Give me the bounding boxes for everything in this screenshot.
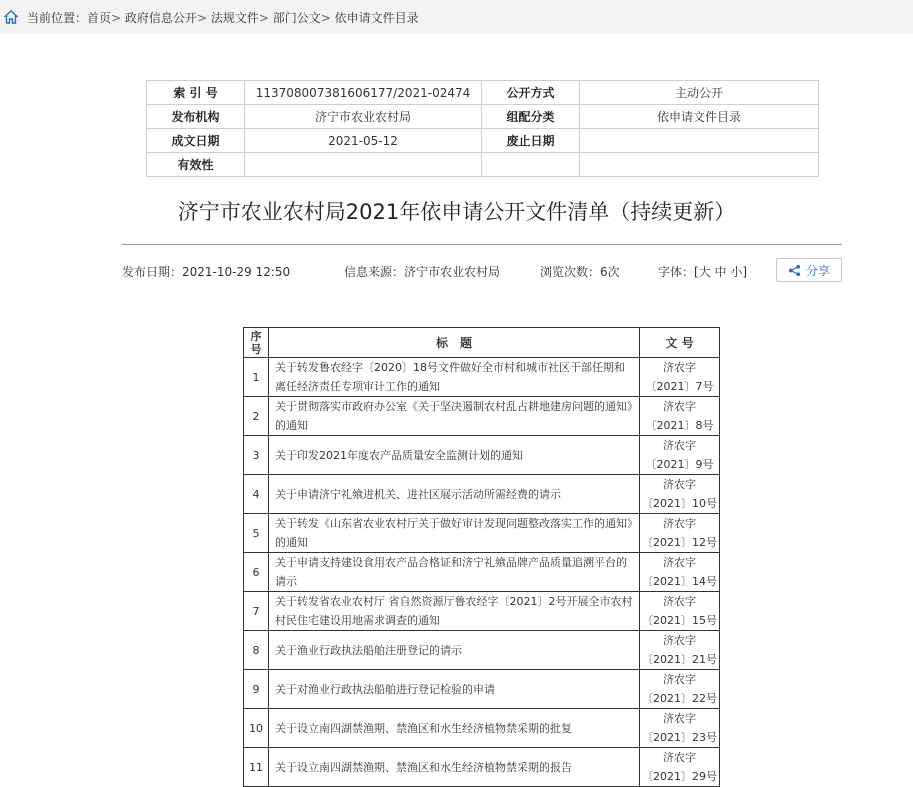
row-title[interactable]: 关于印发2021年度农产品质量安全监测计划的通知	[269, 436, 640, 475]
row-number: 11	[244, 748, 269, 787]
expire-value	[580, 129, 819, 153]
row-doc-number: 济农字 〔2021〕14号	[640, 553, 720, 592]
row-doc-number: 济农字 〔2021〕12号	[640, 514, 720, 553]
row-title[interactable]: 关于设立南四湖禁渔期、禁渔区和水生经济植物禁采期的报告	[269, 748, 640, 787]
table-row	[244, 397, 720, 436]
row-number: 2	[244, 397, 269, 436]
row-title[interactable]: 关于对渔业行政执法船舶进行登记检验的申请	[269, 670, 640, 709]
row-number: 9	[244, 670, 269, 709]
row-title[interactable]: 关于转发省农业农村厅 省自然资源厅鲁农经字〔2021〕2号开展全市农村村民住宅建设用地需求调查的通知	[269, 592, 640, 631]
page-title: 济宁市农业农村局2021年依申请公开文件清单（持续更新）	[177, 200, 736, 224]
publisher-label: 发布机构	[147, 105, 245, 129]
expire-label: 废止日期	[482, 129, 580, 153]
font-medium-link[interactable]: 中	[714, 265, 727, 279]
row-doc-number: 济农字 〔2021〕9号	[640, 436, 720, 475]
row-title[interactable]: 关于转发《山东省农业农村厅关于做好审计发现问题整改落实工作的通知》的通知	[269, 514, 640, 553]
method-value: 主动公开	[580, 81, 819, 105]
breadcrumb-regulations[interactable]: 法规文件	[210, 10, 259, 25]
row-number: 3	[244, 436, 269, 475]
breadcrumb-home[interactable]: 首页	[87, 10, 112, 25]
font-size-close: ]	[742, 265, 748, 279]
category-value: 依申请文件目录	[580, 105, 819, 129]
title-divider	[122, 244, 842, 245]
index-value: 113708007381606177/2021-02474	[245, 81, 482, 105]
row-number: 10	[244, 709, 269, 748]
row-doc-number: 济农字 〔2021〕23号	[640, 709, 720, 748]
row-number: 5	[244, 514, 269, 553]
table-row	[244, 514, 720, 553]
table-row	[244, 358, 720, 397]
font-large-link[interactable]: 大	[698, 265, 711, 279]
row-title[interactable]: 关于申请济宁礼飨进机关、进社区展示活动所需经费的请示	[269, 475, 640, 514]
row-number: 1	[244, 358, 269, 397]
font-size-switcher	[658, 263, 747, 280]
share-icon	[788, 264, 801, 277]
created-label: 成文日期	[147, 129, 245, 153]
validity-label: 有效性	[147, 153, 245, 177]
breadcrumb: 当前位置：首页> 政府信息公开> 法规文件> 部门公文> 依申请文件目录	[27, 10, 419, 25]
document-meta-table	[146, 80, 819, 177]
header-seq: 序 号	[244, 328, 269, 358]
table-row	[244, 475, 720, 514]
category-label: 组配分类	[482, 105, 580, 129]
document-list-table	[243, 327, 720, 787]
index-label: 索 引 号	[147, 81, 245, 105]
row-number: 8	[244, 631, 269, 670]
home-icon[interactable]	[3, 9, 19, 25]
row-title[interactable]: 关于申请支持建设食用农产品合格证和济宁礼飨品牌产品质量追溯平台的请示	[269, 553, 640, 592]
breadcrumb-dept-docs[interactable]: 部门公文	[272, 10, 321, 25]
created-value: 2021-05-12	[245, 129, 482, 153]
row-doc-number: 济农字 〔2021〕8号	[640, 397, 720, 436]
publisher-value: 济宁市农业农村局	[245, 105, 482, 129]
validity-value	[245, 153, 482, 177]
row-doc-number: 济农字 〔2021〕22号	[640, 670, 720, 709]
font-size-label: 字体：[	[658, 265, 699, 279]
row-doc-number: 济农字 〔2021〕15号	[640, 592, 720, 631]
row-title[interactable]: 关于渔业行政执法船舶注册登记的请示	[269, 631, 640, 670]
row-doc-number: 济农字 〔2021〕29号	[640, 748, 720, 787]
breadcrumb-gov-info[interactable]: 政府信息公开	[124, 10, 197, 25]
publish-date: 发布日期：2021-10-29 12:50	[122, 265, 291, 279]
row-title[interactable]: 关于贯彻落实市政府办公室《关于坚决遏制农村乱占耕地建房问题的通知》的通知	[269, 397, 640, 436]
table-row	[244, 670, 720, 709]
info-source: 信息来源：济宁市农业农村局	[344, 265, 501, 279]
table-row	[244, 436, 720, 475]
table-row	[244, 553, 720, 592]
header-title: 标 题	[269, 328, 640, 358]
meta-empty-label	[482, 153, 580, 177]
table-row	[244, 709, 720, 748]
breadcrumb-current[interactable]: 依申请文件目录	[334, 10, 419, 25]
view-count: 浏览次数：6次	[540, 265, 620, 279]
list-header-row	[244, 328, 720, 358]
method-label: 公开方式	[482, 81, 580, 105]
row-number: 6	[244, 553, 269, 592]
table-row	[244, 748, 720, 787]
row-doc-number: 济农字 〔2021〕7号	[640, 358, 720, 397]
row-number: 4	[244, 475, 269, 514]
row-doc-number: 济农字 〔2021〕21号	[640, 631, 720, 670]
table-row	[244, 592, 720, 631]
share-button[interactable]	[776, 258, 842, 282]
row-doc-number: 济农字 〔2021〕10号	[640, 475, 720, 514]
breadcrumb-prefix: 当前位置：	[27, 10, 88, 25]
font-small-link[interactable]: 小	[730, 265, 743, 279]
table-row	[244, 631, 720, 670]
meta-empty-value	[580, 153, 819, 177]
row-title[interactable]: 关于转发鲁农经字〔2020〕18号文件做好全市村和城市社区干部任期和离任经济责任专项审计工作的通知	[269, 358, 640, 397]
share-label: 分享	[805, 263, 830, 278]
row-number: 7	[244, 592, 269, 631]
row-title[interactable]: 关于设立南四湖禁渔期、禁渔区和水生经济植物禁采期的批复	[269, 709, 640, 748]
breadcrumb-bar	[0, 0, 913, 34]
header-doc-number: 文 号	[640, 328, 720, 358]
